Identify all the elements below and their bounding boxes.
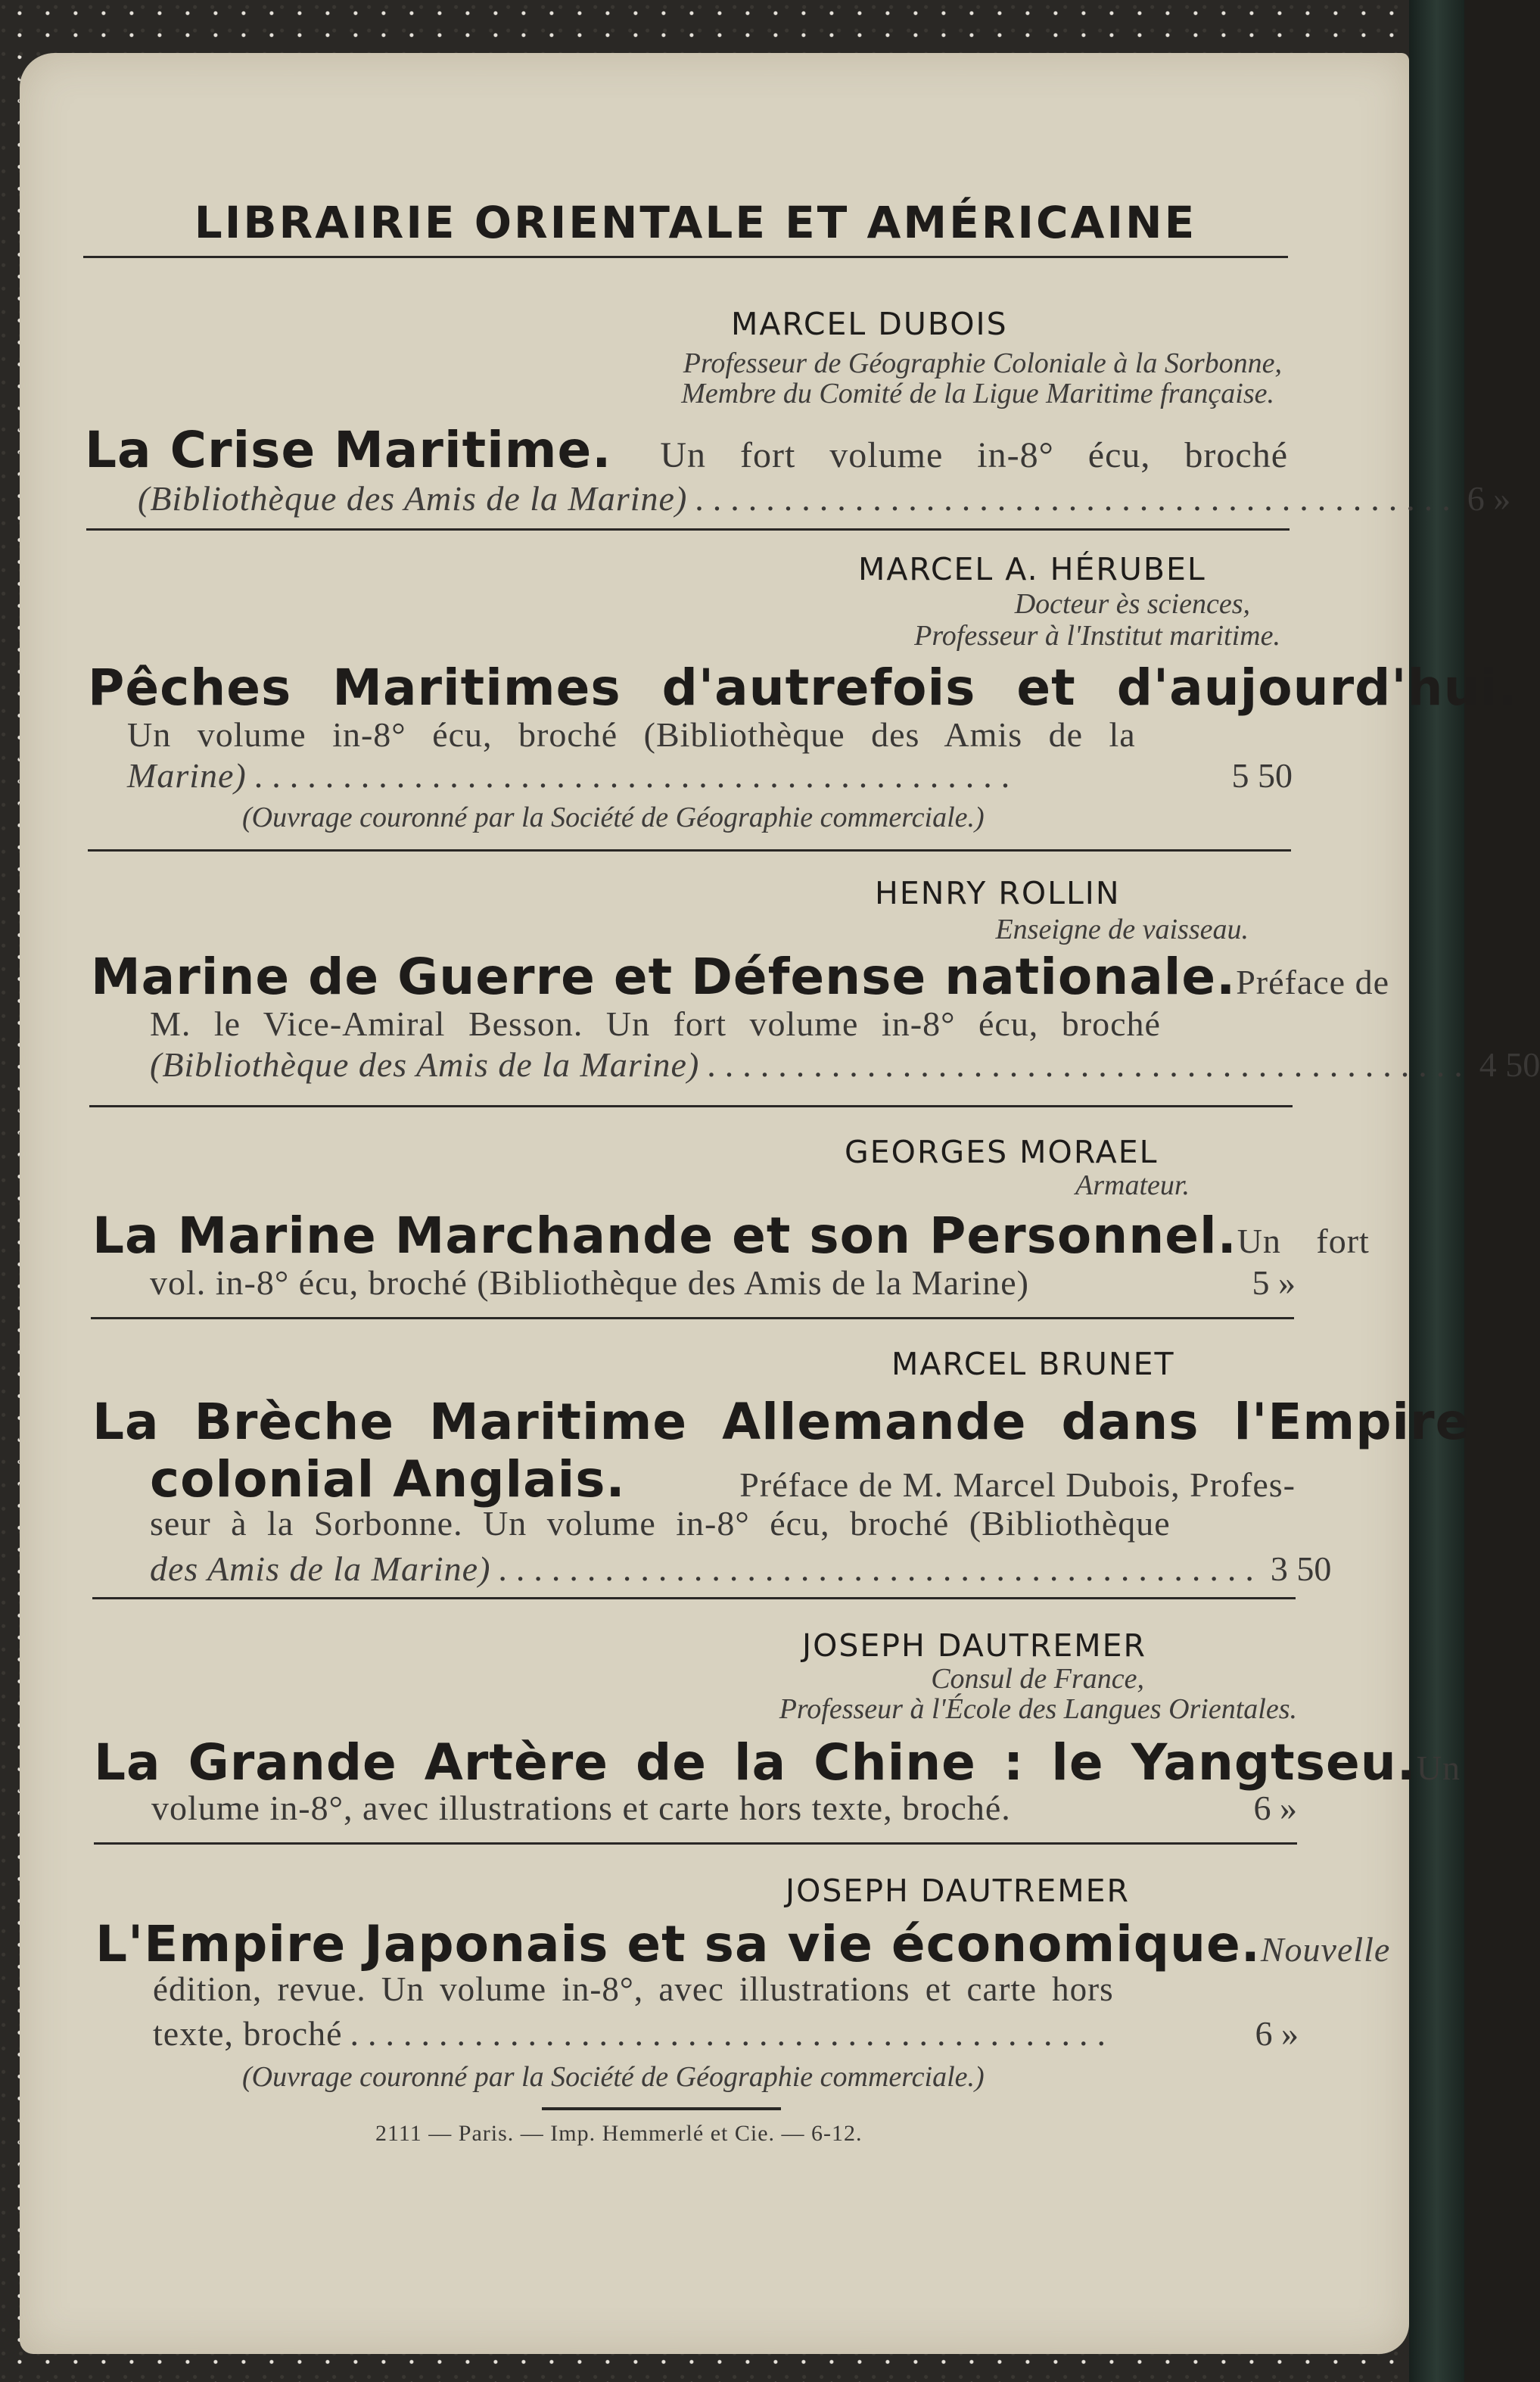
- dot-leader: ...........................................: [707, 1045, 1472, 1084]
- entry-description: texte, broché: [153, 2014, 343, 2053]
- entry-author: MARCEL DUBOIS: [731, 306, 1008, 342]
- publisher-header: LIBRAIRIE ORIENTALE ET AMÉRICAINE: [194, 197, 1197, 248]
- entry-rule: [89, 1105, 1293, 1107]
- entry-price: 4 50: [1479, 1045, 1540, 1084]
- entry-author: MARCEL A. HÉRUBEL: [858, 551, 1206, 587]
- entry-title: La Marine Marchande et son Personnel.: [92, 1207, 1237, 1265]
- entry-author: MARCEL BRUNET: [891, 1346, 1175, 1382]
- entry-title-continuation: Nouvelle: [1260, 1930, 1391, 1969]
- entry-description: vol. in-8° écu, broché (Bibliothèque des Amis de la Marine): [150, 1263, 1029, 1302]
- dot-leader: ...........................................: [498, 1549, 1263, 1588]
- entry-price: 6 »: [1467, 479, 1511, 518]
- entry-description: Un volume in-8° écu, broché (Bibliothèque des Amis de la: [127, 715, 1136, 754]
- entry-series: des Amis de la Marine): [150, 1549, 491, 1588]
- entry-author: JOSEPH DAUTREMER: [786, 1873, 1130, 1909]
- entry-price: 5 50: [1231, 756, 1293, 795]
- entry-title: La Brèche Maritime Allemande dans l'Empire: [92, 1393, 1470, 1451]
- entry-role: Professeur de Géographie Coloniale à la Sorbonne,: [683, 347, 1282, 379]
- entry-title-continuation: Préface de: [1236, 963, 1390, 1001]
- entry-title: Pêches Maritimes d'autrefois et d'aujourd'hui.: [88, 659, 1518, 717]
- entry-award-note: (Ouvrage couronné par la Société de Géographie commerciale.): [242, 2061, 985, 2093]
- entry-price: 3 50: [1270, 1549, 1332, 1588]
- entry-series: (Bibliothèque des Amis de la Marine): [150, 1045, 700, 1084]
- entry-title: L'Empire Japonais et sa vie économique.: [95, 1915, 1261, 1973]
- entry-title-continuation: Un fort: [1237, 1222, 1370, 1260]
- catalogue-page: [20, 53, 1540, 2354]
- entry-title-continuation: Un: [1416, 1748, 1461, 1787]
- entry-role: Membre du Comité de la Ligue Maritime française.: [681, 378, 1274, 409]
- entry-rule: [91, 1317, 1294, 1319]
- entry-description: édition, revue. Un volume in-8°, avec illustrations et carte hors: [153, 1970, 1114, 2008]
- entry-description: Un fort volume in-8° écu, broché: [660, 435, 1288, 475]
- entry-price: 6 »: [1253, 1789, 1297, 1827]
- entry-title: La Crise Maritime.: [85, 421, 612, 479]
- entry-title: Marine de Guerre et Défense nationale.: [91, 948, 1237, 1006]
- book-spine: [1409, 0, 1464, 2382]
- entry-rule: [86, 528, 1290, 531]
- entry-author: HENRY ROLLIN: [875, 875, 1121, 911]
- dot-leader: ...........................................: [350, 2014, 1115, 2053]
- dot-leader: ...........................................: [254, 756, 1019, 795]
- entry-series: Marine): [127, 756, 247, 795]
- entry-author: GEORGES MORAEL: [845, 1134, 1159, 1170]
- entry-description: M. le Vice-Amiral Besson. Un fort volume in-8° écu, broché: [150, 1004, 1161, 1043]
- entry-description: seur à la Sorbonne. Un volume in-8° écu, broché (Bibliothèque: [150, 1504, 1171, 1543]
- header-rule: [83, 256, 1288, 258]
- entry-rule: [92, 1597, 1296, 1599]
- entry-role: Professeur à l'École des Langues Orientales.: [779, 1693, 1297, 1725]
- entry-price: 5 »: [1252, 1263, 1296, 1302]
- entry-description: volume in-8°, avec illustrations et carte hors texte, broché.: [151, 1789, 1011, 1827]
- entry-role: Armateur.: [1075, 1169, 1190, 1201]
- entry-author: JOSEPH DAUTREMER: [802, 1627, 1146, 1664]
- entry-rule: [88, 849, 1291, 852]
- printer-imprint: 2111 — Paris. — Imp. Hemmerlé et Cie. — 6-12.: [375, 2121, 863, 2146]
- dot-leader: ...........................................: [695, 479, 1460, 518]
- entry-award-note: (Ouvrage couronné par la Société de Géographie commerciale.): [242, 802, 985, 833]
- entry-series: (Bibliothèque des Amis de la Marine): [138, 479, 688, 518]
- entry-title: La Grande Artère de la Chine : le Yangtseu.: [94, 1733, 1417, 1792]
- entry-role: Consul de France,: [931, 1663, 1144, 1695]
- entry-price: 6 »: [1255, 2014, 1299, 2053]
- entry-title-continuation: Préface de M. Marcel Dubois, Profes-: [739, 1465, 1296, 1504]
- footer-rule: [542, 2107, 781, 2110]
- entry-role: Professeur à l'Institut maritime.: [914, 620, 1280, 652]
- entry-role: Docteur ès sciences,: [1014, 588, 1250, 620]
- entry-role: Enseigne de vaisseau.: [995, 914, 1249, 945]
- entry-rule: [94, 1842, 1297, 1845]
- entry-title: colonial Anglais.: [150, 1450, 626, 1509]
